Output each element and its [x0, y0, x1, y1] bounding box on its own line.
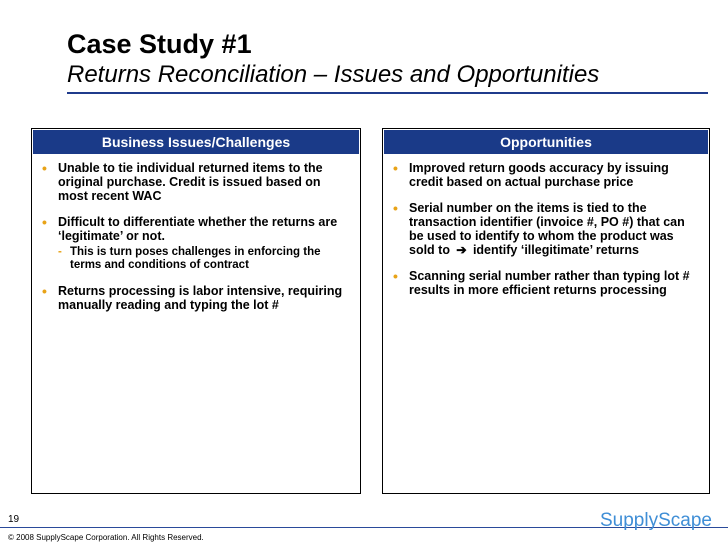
title-rule	[67, 92, 708, 94]
issue-item	[40, 215, 352, 272]
issue-text: Unable to tie individual returned items to the original purchase. Credit is issued based on most recent WAC	[58, 161, 323, 203]
business-issues-list	[32, 155, 360, 312]
opportunities-panel	[382, 128, 710, 494]
bullet-icon: •	[42, 214, 47, 230]
dash-icon: -	[58, 246, 62, 258]
issue-text: Returns processing is labor intensive, requiring manually reading and typing the lot #	[58, 284, 343, 312]
issue-item	[40, 284, 352, 312]
page-number: 19	[8, 514, 20, 525]
bullet-icon: •	[42, 283, 47, 299]
issue-sub-text: This is turn poses challenges in enforcing the terms and conditions of contract	[70, 246, 321, 271]
business-issues-header: Business Issues/Challenges	[33, 130, 359, 154]
opportunities-header: Opportunities	[384, 130, 708, 154]
bullet-icon: •	[393, 268, 398, 284]
bullet-icon: •	[393, 160, 398, 176]
business-issues-panel	[31, 128, 361, 494]
opportunity-item	[391, 201, 701, 257]
supplyscape-logo: SupplyScape	[600, 510, 712, 531]
slide-title: Case Study #1	[67, 29, 252, 59]
bullet-icon: •	[393, 200, 398, 216]
opportunity-item	[391, 161, 701, 189]
issue-text: Difficult to differentiate whether the returns are ‘legitimate’ or not.	[58, 215, 338, 243]
slide-subtitle: Returns Reconciliation – Issues and Opportunities	[67, 61, 600, 88]
right-arrow-icon: ➔	[456, 243, 467, 257]
opportunity-text-after-arrow: identify ‘illegitimate’ returns	[472, 243, 639, 257]
opportunities-list	[383, 155, 709, 297]
title-block	[67, 28, 707, 90]
opportunity-item	[391, 269, 701, 297]
opportunity-text: Scanning serial number rather than typing lot # results in more efficient returns processing	[409, 269, 690, 297]
issue-sub-item	[58, 246, 352, 272]
opportunity-text: Serial number on the items is tied to the transaction identifier (invoice #, PO #) that can be used to identify to whom the product was sold to	[409, 201, 685, 257]
bullet-icon: •	[42, 160, 47, 176]
copyright-notice: © 2008 SupplyScape Corporation. All Rights Reserved.	[8, 533, 204, 542]
issue-item	[40, 161, 352, 203]
opportunity-text: Improved return goods accuracy by issuing credit based on actual purchase price	[409, 161, 669, 189]
